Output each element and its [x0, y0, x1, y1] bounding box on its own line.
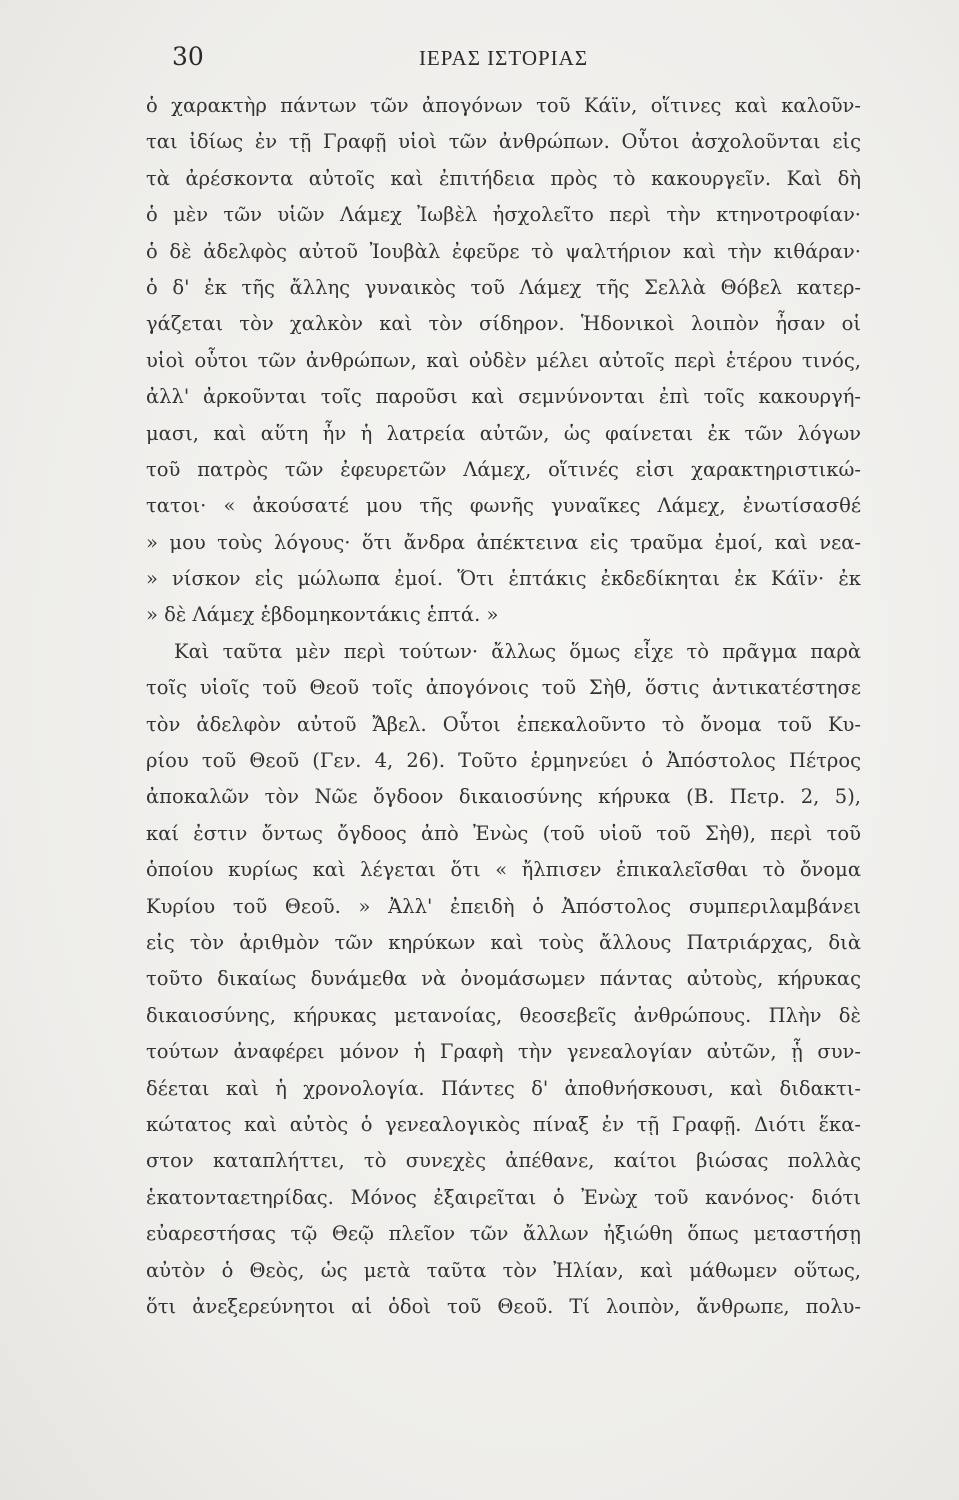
text-line: καί ἐστιν ὄντως ὄγδοος ἀπὸ Ἐνὼς (τοῦ υἱοῦ τοῦ Σὴθ), περὶ τοῦ: [146, 821, 861, 845]
text-line: ὁποίου κυρίως καὶ λέγεται ὅτι « ἤλπισεν ἐπικαλεῖσθαι τὸ ὄνομα: [146, 858, 861, 882]
text-line: εἰς τὸν ἀριθμὸν τῶν κηρύκων καὶ τοὺς ἄλλους Πατριάρχας, διὰ: [146, 930, 861, 954]
text-line: τοῦτο δικαίως δυνάμεθα νὰ ὀνομάσωμεν πάντας αὐτοὺς, κήρυκας: [146, 967, 861, 991]
text-line: ἑκατονταετηρίδας. Μόνος ἐξαιρεῖται ὁ Ἐνὼχ τοῦ κανόνος· διότι: [146, 1185, 861, 1209]
running-head: ΙΕΡΑΣ ΙΣΤΟΡΙΑΣ: [418, 46, 589, 70]
text-line: ρίου τοῦ Θεοῦ (Γεν. 4, 26). Τοῦτο ἑρμηνεύει ὁ Ἀπόστολος Πέτρος: [146, 749, 861, 773]
text-line: μασι, καὶ αὕτη ἦν ἡ λατρεία αὐτῶν, ὡς φαίνεται ἐκ τῶν λόγων: [146, 421, 861, 445]
text-line: Κυρίου τοῦ Θεοῦ. » Ἀλλ' ἐπειδὴ ὁ Ἀπόστολος συμπεριλαμβάνει: [146, 894, 861, 918]
text-line: ὁ χαρακτὴρ πάντων τῶν ἀπογόνων τοῦ Κάϊν, οἵτινες καὶ καλοῦν-: [146, 94, 861, 117]
text-line: γάζεται τὸν χαλκὸν καὶ τὸν σίδηρον. Ἡδονικοὶ λοιπὸν ἦσαν οἱ: [146, 312, 861, 336]
text-line: ται ἰδίως ἐν τῇ Γραφῇ υἱοὶ τῶν ἀνθρώπων. Οὗτοι ἀσχολοῦνται εἰς: [146, 130, 861, 154]
text-line: ὁ δ' ἐκ τῆς ἄλλης γυναικὸς τοῦ Λάμεχ τῆς Σελλὰ Θόβελ κατερ-: [146, 275, 861, 299]
text-line: » μου τοὺς λόγους· ὅτι ἄνδρα ἀπέκτεινα εἰς τραῦμα ἐμοί, καὶ νεα-: [146, 530, 861, 554]
text-line: δικαιοσύνης, κήρυκας μετανοίας, θεοσεβεῖς ἀνθρώπους. Πλὴν δὲ: [146, 1003, 861, 1027]
text-line: ἀποκαλῶν τὸν Νῶε ὄγδοον δικαιοσύνης κήρυκα (Β. Πετρ. 2, 5),: [146, 785, 861, 809]
text-line: υἱοὶ οὗτοι τῶν ἀνθρώπων, καὶ οὐδὲν μέλει αὐτοῖς περὶ ἑτέρου τινός,: [146, 348, 861, 372]
text-line: τατοι· « ἀκούσατέ μου τῆς φωνῆς γυναῖκες Λάμεχ, ἐνωτίσασθέ: [146, 494, 861, 518]
text-line: ὁ μὲν τῶν υἱῶν Λάμεχ Ἰωβὲλ ἠσχολεῖτο περὶ τὴν κτηνοτροφίαν·: [146, 203, 861, 227]
page-header: [146, 42, 861, 82]
text-line: ὁ δὲ ἀδελφὸς αὐτοῦ Ἰουβὰλ ἐφεῦρε τὸ ψαλτήριον καὶ τὴν κιθάραν·: [146, 239, 861, 263]
text-line: » νίσκον εἰς μώλωπα ἐμοί. Ὅτι ἑπτάκις ἐκδεδίκηται ἐκ Κάϊν· ἐκ: [146, 567, 861, 591]
text-line: αὐτὸν ὁ Θεὸς, ὡς μετὰ ταῦτα τὸν Ἠλίαν, καὶ μάθωμεν οὕτως,: [146, 1258, 861, 1282]
text-line: » δὲ Λάμεχ ἑβδομηκοντάκις ἑπτά. »: [146, 603, 499, 627]
text-line: στον καταπλήττει, τὸ συνεχὲς ἀπέθανε, καίτοι βιώσας πολλὰς: [146, 1149, 861, 1173]
text-line: δέεται καὶ ἡ χρονολογία. Πάντες δ' ἀποθνήσκουσι, καὶ διδακτι-: [146, 1076, 861, 1100]
text-line: τοῖς υἱοῖς τοῦ Θεοῦ τοῖς ἀπογόνοις τοῦ Σὴθ, ὅστις ἀντικατέστησε: [146, 676, 861, 700]
page-number: 30: [172, 42, 204, 71]
text-line: τοῦ πατρὸς τῶν ἐφευρετῶν Λάμεχ, οἵτινές εἰσι χαρακτηριστικώ-: [146, 457, 861, 481]
text-line: κώτατος καὶ αὐτὸς ὁ γενεαλογικὸς πίναξ ἐν τῇ Γραφῇ. Διότι ἕκα-: [146, 1112, 861, 1136]
text-line: τὸν ἀδελφὸν αὐτοῦ Ἄβελ. Οὗτοι ἐπεκαλοῦντο τὸ ὄνομα τοῦ Κυ-: [146, 712, 861, 736]
text-line: ἀλλ' ἀρκοῦνται τοῖς παροῦσι καὶ σεμνύνονται ἐπὶ τοῖς κακουργή-: [146, 385, 861, 409]
body-text: [146, 88, 861, 1325]
text-line: τὰ ἀρέσκοντα αὐτοῖς καὶ ἐπιτήδεια πρὸς τὸ κακουργεῖν. Καὶ δὴ: [146, 166, 861, 190]
text-line: ὅτι ἀνεξερεύνητοι αἱ ὁδοὶ τοῦ Θεοῦ. Τί λοιπὸν, ἄνθρωπε, πολυ-: [146, 1294, 861, 1318]
text-line: εὐαρεστήσας τῷ Θεῷ πλεῖον τῶν ἄλλων ἠξιώθη ὅπως μεταστήσῃ: [146, 1222, 861, 1246]
paragraph-first-line: Καὶ ταῦτα μὲν περὶ τούτων· ἄλλως ὅμως εἶχε τὸ πρᾶγμα παρὰ: [174, 639, 861, 663]
text-line: τούτων ἀναφέρει μόνον ἡ Γραφὴ τὴν γενεαλογίαν αὐτῶν, ᾗ συν-: [146, 1040, 861, 1064]
